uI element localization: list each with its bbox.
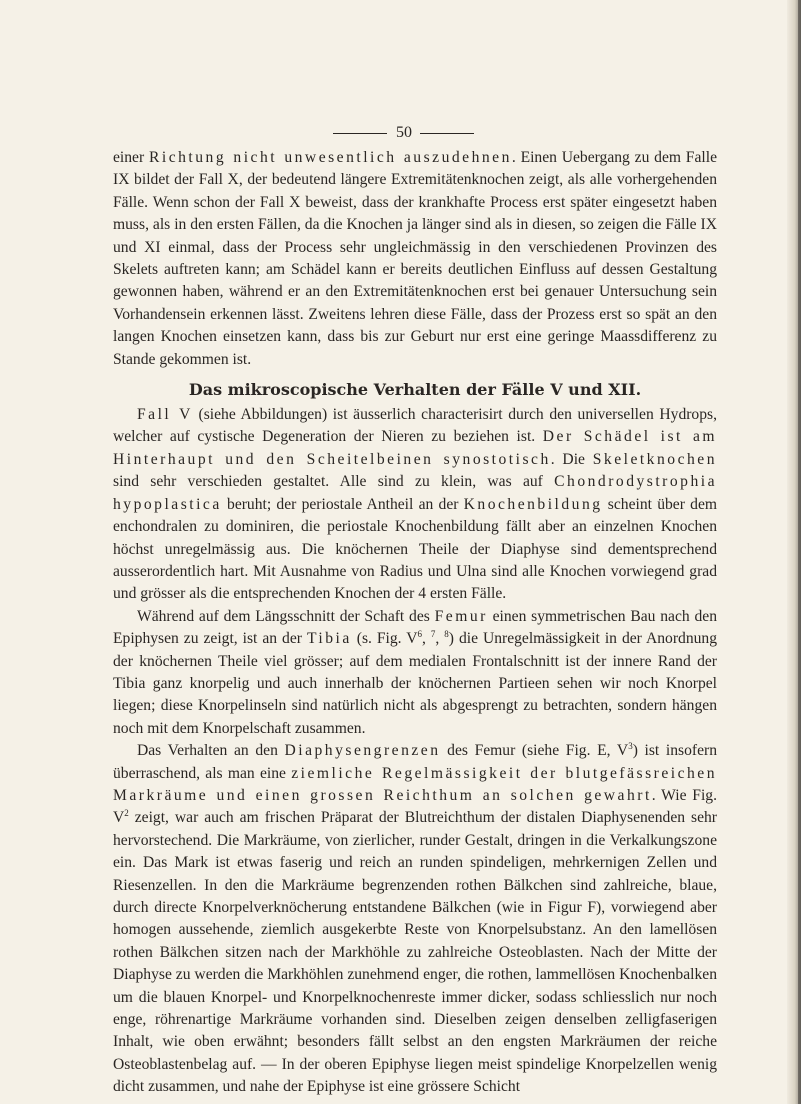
paragraph-continuation [113, 147, 717, 371]
text-run: sind sehr verschieden gestaltet. Alle sind zu klein, was auf [113, 473, 555, 491]
superscript: 3 [628, 740, 633, 751]
text-run: (siehe Abbildungen) ist äusserlich characterisirt durch den universellen Hydrops, welcher auf cystische Degeneration der Nieren zu beziehen ist. [113, 406, 717, 446]
section-heading: Das mikroscopische Verhalten der Fälle V und XII. [188, 380, 642, 400]
superscript: 7 [430, 628, 436, 639]
text-run: zeigt, war auch am frischen Präparat der Blutreichthum der distalen Diaphysenenden sehr hervorstechend. Die Markräume, von zierlicher, runder Gestalt, dringen in die Verkalkungszone ein. Das Mark ist etwas faserig und reich an runden spindeligen, mehrkernigen Zellen und Riesenzellen. In den die Markräume begrenzenden rothen Bälkchen sind zahlreiche, blaue, durch directe Knorpelverknöcherung entstandene Bälkchen (wie in Figur F), vorwiegend aber homogen aussehende, ziemlich ausgekerbte Reste von Knorpelsubstanz. An den lamellösen rothen Bälkchen sitzen nach der Markhöhle zu zahlreiche Osteoblasten. Nach der Mitte der Diaphyse zu werden die Markhöhlen zunehmend enger, die rothen, lammellösen Knochenbalken um die blauen Knorpel- und Knorpelknochenreste immer dicker, sodass schliesslich nur noch enge, röhrenartige Markräume vorhanden sind. Dieselben zeigen denselben zelligfaserigen Inhalt, wie oben erwähnt; besonders fällt selbst an den engsten Markräumen der reiche Osteoblastenbelag auf. — In der oberen Epiphyse liegen meist spindelige Knorpelzellen wenig dicht zusammen, und nahe der Epiphyse ist eine grössere Schicht [113, 809, 717, 1096]
spaced-emphasis: Skeletknochen [592, 450, 717, 468]
text-run: Während auf dem Längsschnitt der Schaft des [137, 607, 435, 625]
text-run: . Wie Fig. V [113, 786, 718, 827]
spaced-emphasis: ziemliche Regelmässigkeit der blutgefässreichen Markräume und einen grossen Reichthum an solchen gewahrt [113, 764, 717, 804]
text-run: scheint über dem enchondralen zu dominiren, die periostale Knochenbildung fällt aber an einzelnen Knochen höchst unregelmässig aus. Die knöchernen Theile der Diaphyse sind dementsprechend ausserordentlich hart. Mit Ausnahme von Radius und Ulna sind alle Knochen vorwiegend grad und grösser als die entsprechenden Knochen der 4 ersten Fälle. [113, 495, 717, 603]
superscript: 2 [124, 808, 129, 819]
paragraph-fall-v [113, 404, 717, 606]
spaced-emphasis: Knochenbildung [463, 495, 603, 513]
text-run: ) die Unregelmässigkeit in der Anordnung der knöchernen Theile viel grösser; auf dem medialen Frontalschnitt ist der innere Rand der Tibia ganz knorpelig und auch innerhalb der knöchernen Partieen sehen wir noch Knorpel liegen; diese Knorpelinseln sind natürlich nicht als abgesprengt zu betrachten, sondern hängen noch mit dem Knorpelschaft zusammen. [113, 630, 718, 737]
superscript: 8 [444, 628, 449, 639]
header-rule-right [420, 133, 474, 134]
text-run: einen symmetrischen Bau nach den Epiphysen zu zeigt, ist an der [113, 607, 717, 648]
text-run: ) ist insofern überraschend, als man eine [113, 742, 717, 782]
text-run: (s. Fig. V [351, 630, 418, 648]
page-body [113, 147, 717, 1099]
text-run: beruht; der periostale Antheil an der [221, 495, 464, 513]
text-run: einer [113, 149, 149, 166]
superscript: 6 [417, 628, 423, 639]
text-run: , [435, 630, 445, 648]
spaced-emphasis: Femur [434, 607, 488, 625]
text-run: . Die [550, 450, 593, 468]
paragraph-diaphysengrenzen [113, 740, 717, 1099]
spaced-emphasis: Chondrodystrophia hypoplastica [113, 473, 717, 513]
text-run: des Femur (siehe Fig. E, V [440, 742, 629, 760]
text-run: Das Verhalten an den [137, 742, 285, 760]
text-run: , [422, 630, 431, 648]
page-header [0, 123, 801, 143]
header-rule-left [333, 133, 387, 134]
spaced-emphasis: Tibia [306, 630, 352, 648]
spaced-emphasis: Fall V [137, 406, 193, 424]
paragraph-laengsschnitt [113, 606, 717, 740]
page-number: 50 [396, 124, 412, 141]
spaced-emphasis: Richtung nicht unwesentlich auszudehnen [148, 149, 512, 166]
spaced-emphasis: Der Schädel ist am Hinterhaupt und den Scheitelbeinen synostotisch [113, 428, 717, 468]
spaced-emphasis: Diaphysengrenzen [284, 742, 441, 760]
text-run: . Einen Uebergang zu dem Falle IX bildet der Fall X, der bedeutend längere Extremitätenknochen zeigt, als alle vorhergehenden Fälle. Wenn schon der Fall X beweist, dass der krankhafte Process erst später eingesetzt haben muss, als in den ersten Fällen, da die Knochen ja länger sind als in diesen, so zeigen die Fälle IX und XI einmal, dass der Process sehr ungleichmässig in den verschiedenen Provinzen des Skelets auftreten kann; am Schädel kann er bereits deutlichen Einfluss auf dessen Gestaltung gewonnen haben, während er an den Extremitätenknochen erst bei genauer Untersuchung sein Vorhandensein erkennen lässt. Zweitens lehren diese Fälle, dass der Prozess erst so spät an den langen Knochen einsetzen kann, dass bis zur Geburt nur erst eine geringe Maassdifferenz zu Stande gekommen ist. [113, 149, 717, 368]
